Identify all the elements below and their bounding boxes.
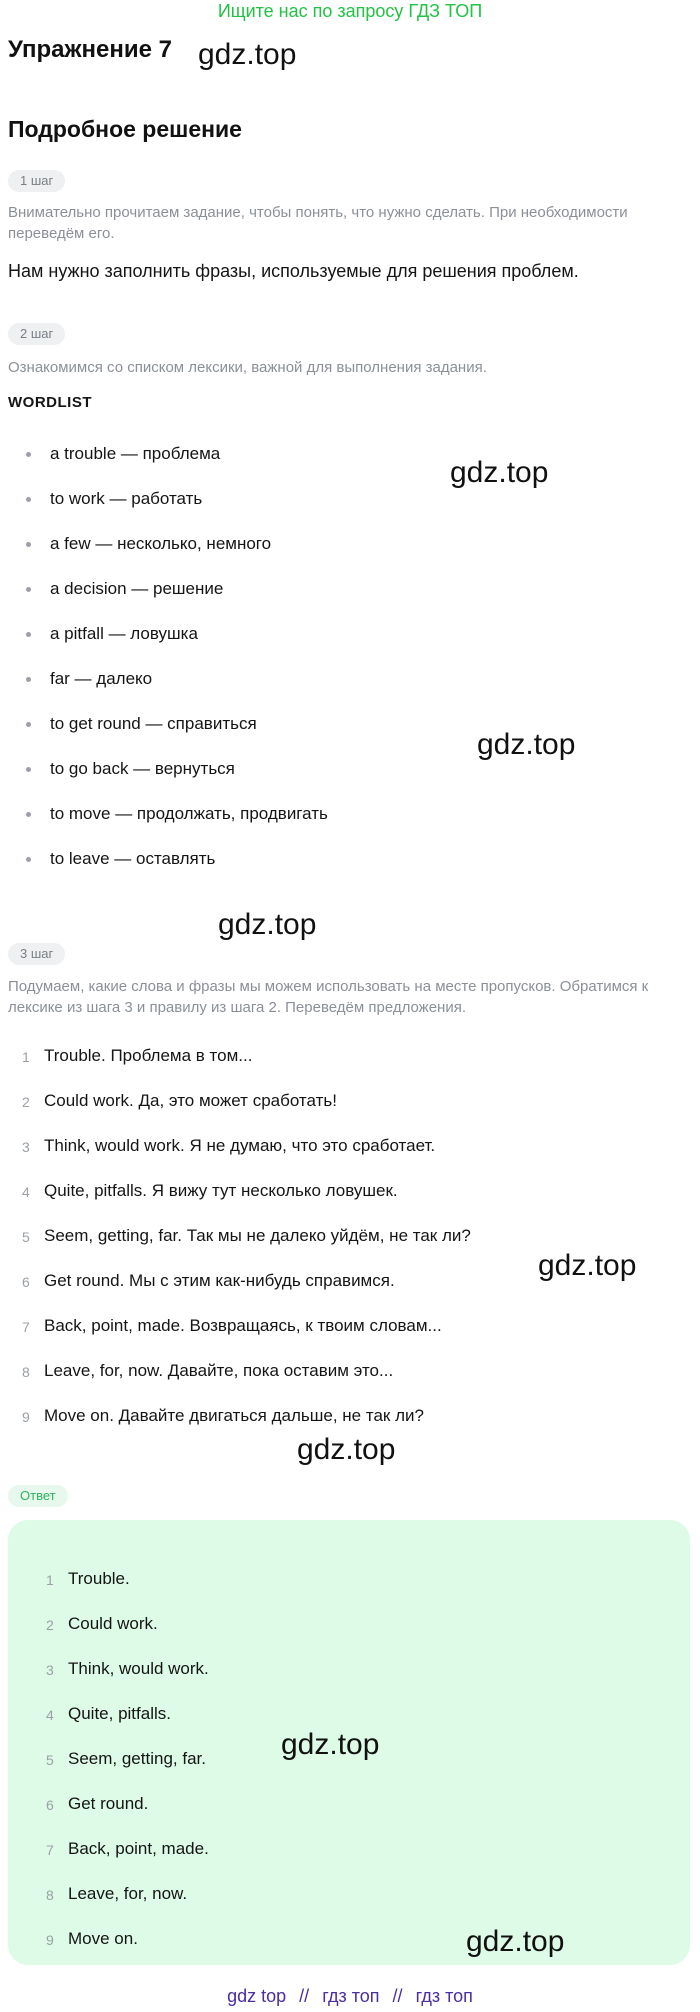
list-item: 9 Move on.	[46, 1929, 138, 1948]
answer-list	[32, 1567, 209, 1972]
solution-title: Подробное решение	[8, 116, 242, 142]
watermark: gdz.top	[477, 728, 576, 761]
list-item: to move — продолжать, продвигать	[20, 802, 328, 847]
watermark: gdz.top	[450, 456, 549, 489]
bullet-icon	[26, 767, 31, 772]
step-1-text: Нам нужно заполнить фразы, используемые для решения проблем.	[8, 261, 579, 281]
answer-badge: Ответ	[8, 1485, 68, 1507]
list-item: 8 Leave, for, now.	[46, 1884, 188, 1903]
list-item: to go back — вернуться	[20, 757, 328, 802]
footer-link[interactable]: гдз топ	[322, 1986, 380, 2006]
watermark: gdz.top	[297, 1433, 396, 1466]
list-item: 7 Back, point, made. Возвращаясь, к твоим словам...	[22, 1316, 442, 1335]
bullet-icon	[26, 857, 31, 862]
bullet-icon	[26, 452, 31, 457]
bullet-icon	[26, 542, 31, 547]
top-banner[interactable]: Ищите нас по запросу ГДЗ ТОП	[217, 1, 483, 21]
list-item: 4 Quite, pitfalls.	[46, 1704, 171, 1723]
list-item: 7 Back, point, made.	[46, 1839, 209, 1858]
step-3-badge: 3 шаг	[8, 943, 65, 965]
step-2-badge: 2 шаг	[8, 323, 65, 345]
list-item: a pitfall — ловушка	[20, 622, 328, 667]
list-item: 6 Get round.	[46, 1794, 149, 1813]
footer-links	[0, 1986, 700, 2007]
footer-link[interactable]: гдз топ	[415, 1986, 473, 2006]
wordlist	[20, 442, 328, 892]
list-item: 9 Move on. Давайте двигаться дальше, не так ли?	[22, 1406, 424, 1425]
list-item: to leave — оставлять	[20, 847, 328, 892]
bullet-icon	[26, 812, 31, 817]
step-2-hint: Ознакомимся со списком лексики, важной для выполнения задания.	[8, 359, 487, 376]
list-item: 5 Seem, getting, far.	[46, 1749, 206, 1768]
list-item: a decision — решение	[20, 577, 328, 622]
list-item: far — далеко	[20, 667, 328, 712]
list-item: a trouble — проблема	[20, 442, 328, 487]
list-item: 8 Leave, for, now. Давайте, пока оставим это...	[22, 1361, 394, 1380]
list-item: to get round — справиться	[20, 712, 328, 757]
list-item: 2 Could work.	[46, 1614, 158, 1633]
bullet-icon	[26, 632, 31, 637]
watermark: gdz.top	[198, 38, 297, 71]
step-1-hint: Внимательно прочитаем задание, чтобы понять, что нужно сделать. При необходимости переведём его.	[8, 204, 628, 242]
list-item: 3 Think, would work. Я не думаю, что это сработает.	[22, 1136, 436, 1155]
wordlist-title: WORDLIST	[8, 394, 92, 411]
watermark: gdz.top	[538, 1249, 637, 1282]
list-item: 3 Think, would work.	[46, 1659, 209, 1678]
step-1-badge: 1 шаг	[8, 170, 65, 192]
list-item: 2 Could work. Да, это может сработать!	[22, 1091, 337, 1110]
step-3-list	[8, 1044, 471, 1449]
watermark: gdz.top	[466, 1925, 565, 1958]
list-item: 1 Trouble.	[46, 1569, 130, 1588]
list-item: 5 Seem, getting, far. Так мы не далеко уйдём, не так ли?	[22, 1226, 471, 1245]
bullet-icon	[26, 677, 31, 682]
footer-separator: //	[299, 1986, 310, 2006]
footer-separator: //	[392, 1986, 403, 2006]
bullet-icon	[26, 587, 31, 592]
exercise-title: Упражнение 7	[8, 36, 172, 63]
list-item: 6 Get round. Мы с этим как-нибудь справимся.	[22, 1271, 395, 1290]
step-3-hint: Подумаем, какие слова и фразы мы можем использовать на месте пропусков. Обратимся к лексике из шага 3 и правилу из шага 2. Переведём предложения.	[8, 978, 649, 1016]
footer-link[interactable]: gdz top	[227, 1986, 287, 2006]
bullet-icon	[26, 497, 31, 502]
list-item: to work — работать	[20, 487, 328, 532]
watermark: gdz.top	[218, 908, 317, 941]
list-item: a few — несколько, немного	[20, 532, 328, 577]
bullet-icon	[26, 722, 31, 727]
list-item: 4 Quite, pitfalls. Я вижу тут несколько ловушек.	[22, 1181, 398, 1200]
watermark: gdz.top	[281, 1728, 380, 1761]
list-item: 1 Trouble. Проблема в том...	[22, 1046, 253, 1065]
